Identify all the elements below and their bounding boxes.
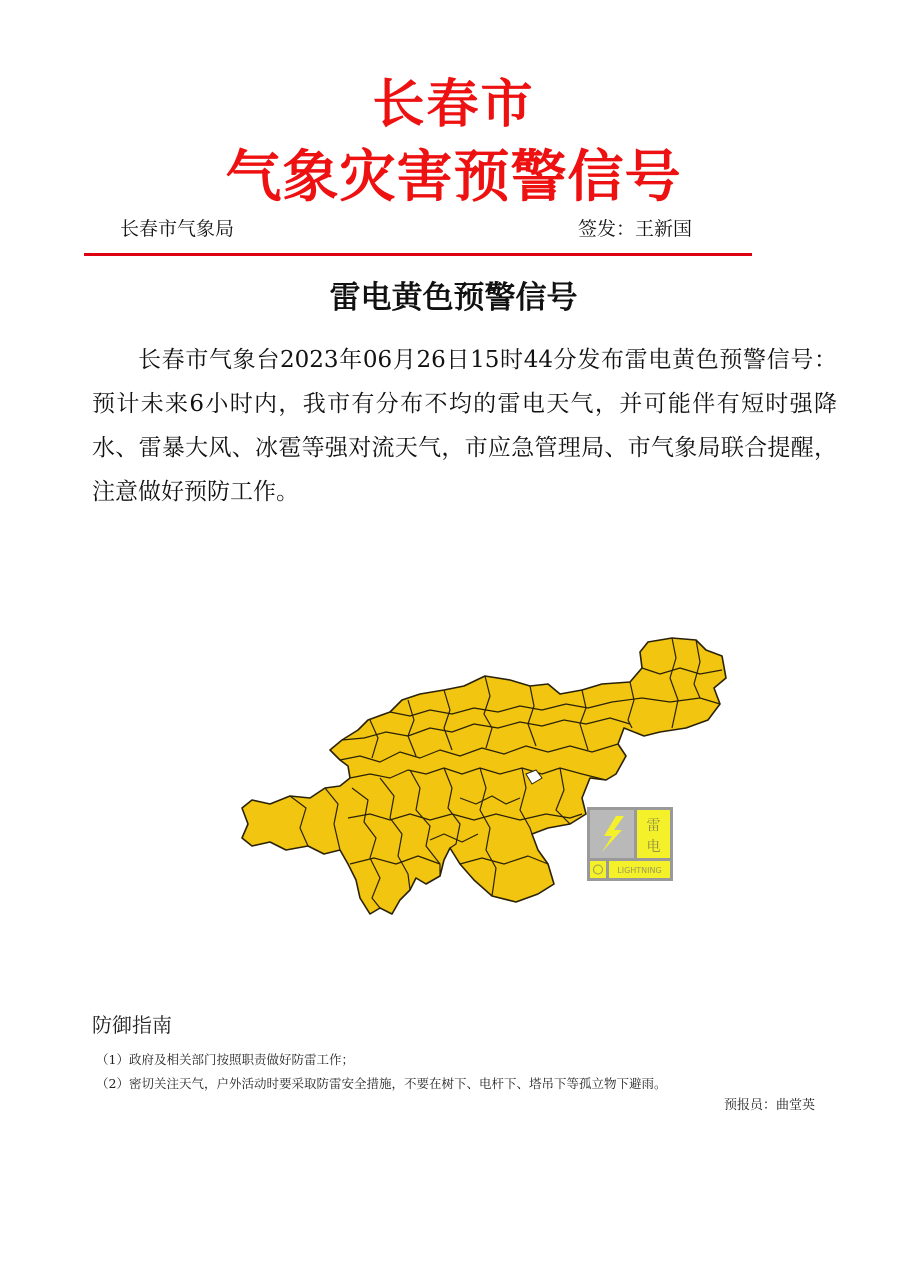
signer-name: 王新国 bbox=[635, 218, 693, 240]
header-divider bbox=[84, 253, 752, 256]
signal-char-bottom: 电 bbox=[646, 839, 661, 855]
signal-en-label: LIGHTNING bbox=[617, 866, 662, 875]
lightning-yellow-signal-icon bbox=[586, 806, 674, 882]
defense-guide-title: 防御指南 bbox=[92, 1013, 172, 1037]
warning-body-text: 长春市气象台2023年06月26日15时44分发布雷电黄色预警信号：预计未来6小时内，我市有分布不均的雷电天气，并可能伴有短时强降水、雷暴大风、冰雹等强对流天气，市应急管理局、市气象局联合提醒，注意做好预防工作。 bbox=[92, 347, 837, 505]
guide-item: （1）政府及相关部门按照职责做好防雷工作； bbox=[96, 1052, 354, 1067]
header-main-title: 气象灾害预警信号 bbox=[225, 145, 682, 210]
warning-body bbox=[92, 338, 837, 514]
guide-item: （2）密切关注天气，户外活动时要采取防雷安全措施，不要在树下、电杆下、塔吊下等孤立物下避雨。 bbox=[96, 1076, 667, 1091]
defense-guide-list bbox=[96, 1048, 826, 1096]
forecaster-name: 曲堂英 bbox=[775, 1098, 815, 1113]
signer-label: 签发： bbox=[578, 218, 636, 240]
header-city-title: 长春市 bbox=[372, 75, 535, 135]
forecaster-label: 预报员： bbox=[723, 1098, 776, 1113]
issuer-name: 长春市气象局 bbox=[120, 218, 235, 240]
warning-title: 雷电黄色预警信号 bbox=[329, 280, 578, 316]
forecaster bbox=[724, 1096, 815, 1116]
signal-char-top: 雷 bbox=[646, 818, 661, 834]
signer bbox=[578, 216, 692, 242]
